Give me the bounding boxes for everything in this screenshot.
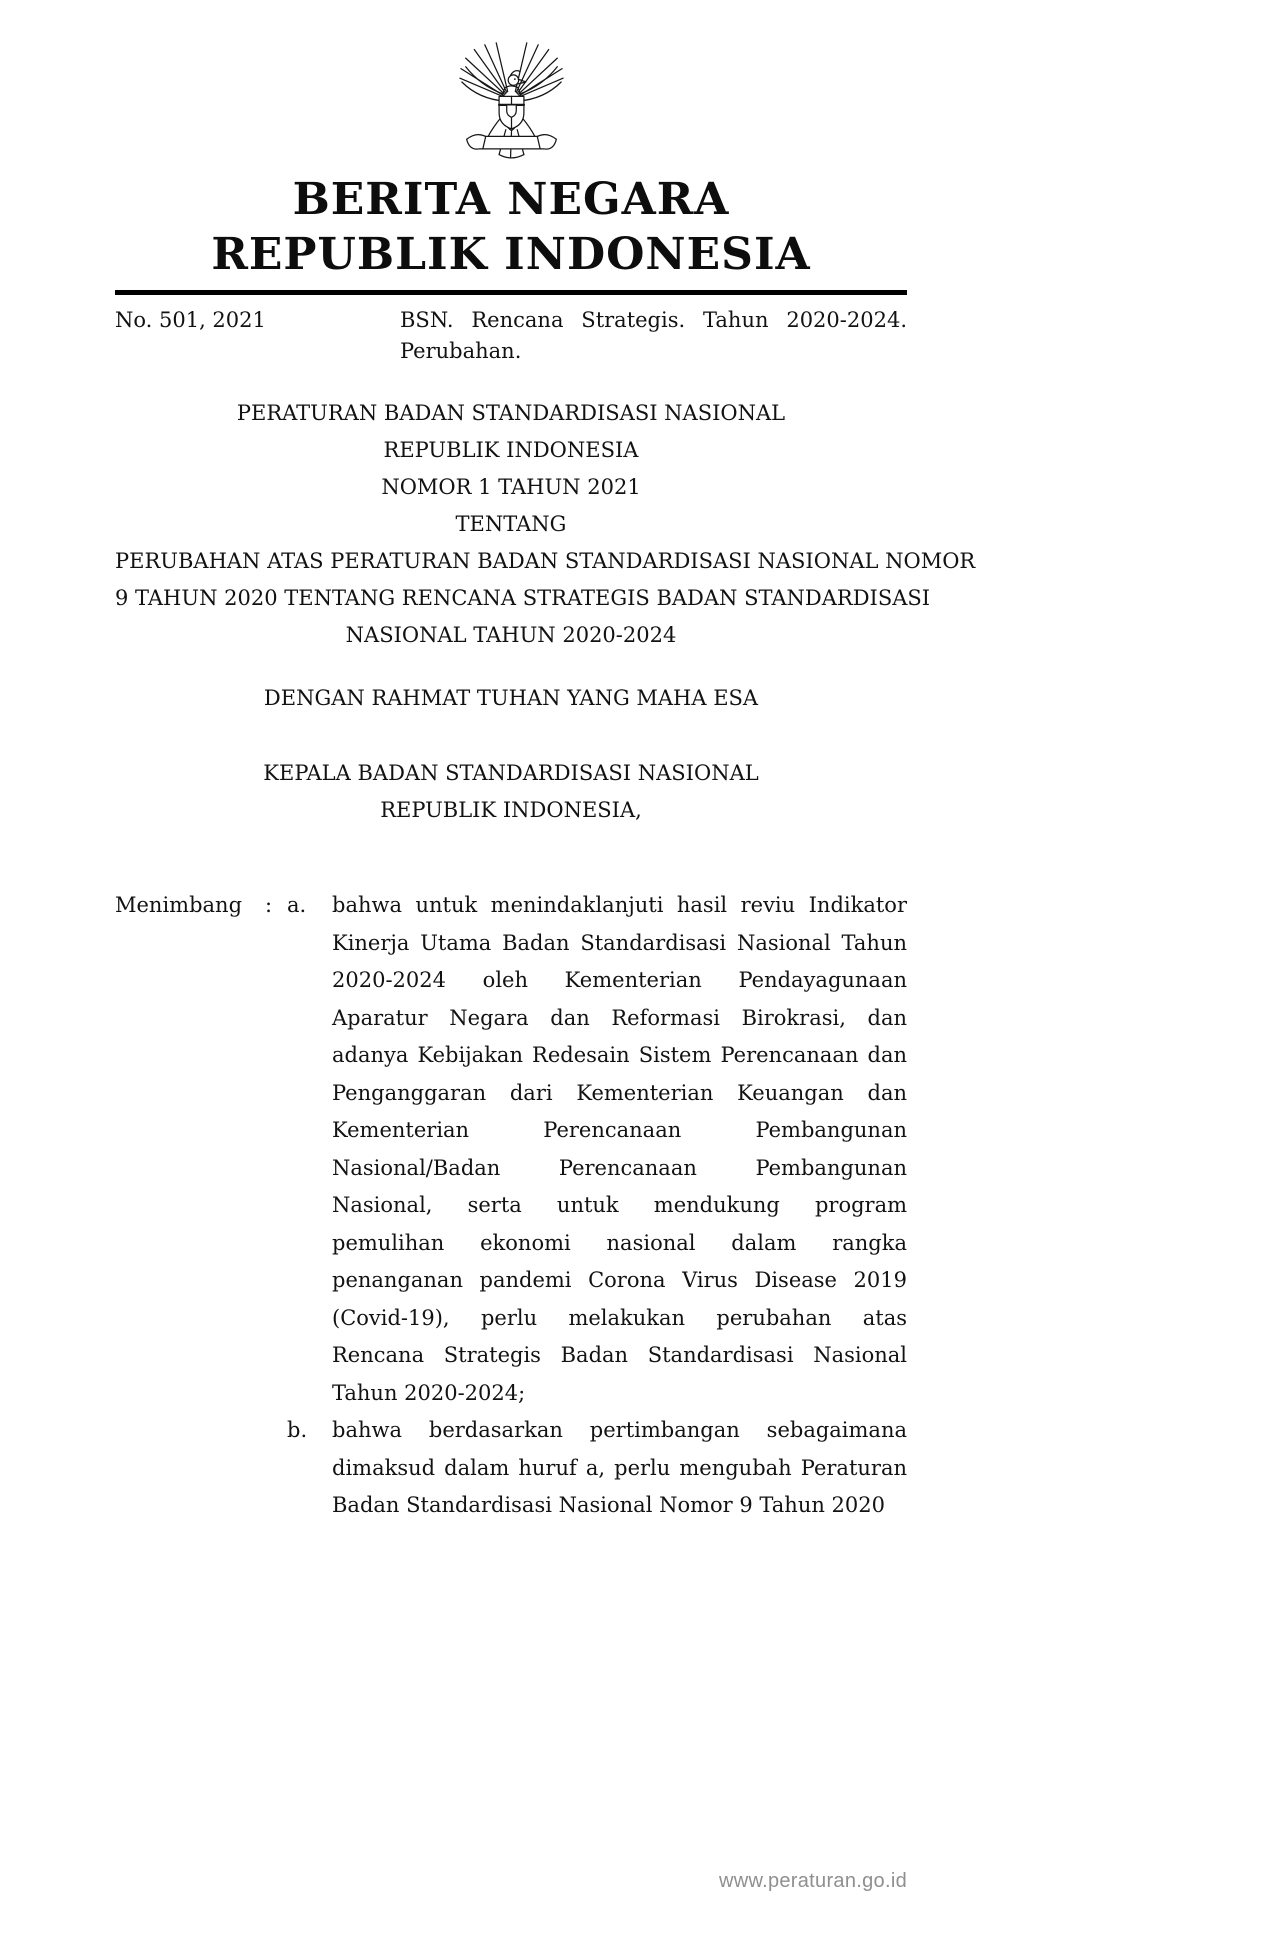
garuda-pancasila-emblem [454, 40, 569, 166]
issue-row [115, 305, 907, 367]
considering-item-a-text: bahwa untuk menindaklanjuti hasil reviu Indikator Kinerja Utama Badan Standardisasi Nasional Tahun 2020-2024 oleh Kementerian Pendayagunaan Aparatur Negara dan Reformasi Birokrasi, dan adanya Kebijakan Redesain Sistem Perencanaan dan Penganggaran dari Kementerian Keuangan dan Kementerian Perencanaan Pembangunan Nasional/Badan Perencanaan Pembangunan Nasional, serta untuk mendukung program pemulihan ekonomi nasional dalam rangka penanganan pandemi Corona Virus Disease 2019 (Covid-19), perlu melakukan perubahan atas Rencana Strategis Badan Standardisasi Nasional Tahun 2020-2024; [332, 893, 907, 1405]
decree-heading [115, 395, 976, 654]
decree-heading-line: REPUBLIK INDONESIA [383, 438, 639, 462]
decree-heading-line: NASIONAL TAHUN 2020-2024 [345, 623, 677, 647]
masthead-divider [115, 290, 907, 295]
invocation-line: DENGAN RAHMAT TUHAN YANG MAHA ESA [263, 686, 759, 710]
decree-heading-line: TENTANG [455, 512, 567, 536]
authority-line: KEPALA BADAN STANDARDISASI NASIONAL [263, 761, 759, 785]
authority-block [115, 755, 907, 829]
site-watermark: www.peraturan.go.id [718, 1870, 907, 1892]
masthead [115, 172, 907, 282]
masthead-title-line1: BERITA NEGARA [292, 174, 730, 225]
decree-heading-line: 9 TAHUN 2020 TENTANG RENCANA STRATEGIS BADAN STANDARDISASI [115, 586, 931, 610]
page-content [115, 0, 976, 1525]
considering-item-b-text: bahwa berdasarkan pertimbangan sebagaimana dimaksud dalam huruf a, perlu mengubah Peraturan Badan Standardisasi Nasional Nomor 9 Tahun 2020 [332, 1418, 907, 1517]
authority-line: REPUBLIK INDONESIA, [380, 798, 642, 822]
masthead-title-line2: REPUBLIK INDONESIA [211, 229, 811, 280]
considering-item-b-marker: b. [287, 1418, 308, 1442]
issue-abstract: BSN. Rencana Strategis. Tahun 2020-2024. Perubahan. [400, 308, 907, 363]
considering-colon: : [265, 893, 273, 917]
emblem-container [115, 0, 907, 166]
decree-heading-line: NOMOR 1 TAHUN 2021 [381, 475, 641, 499]
considering-item-a-marker: a. [287, 893, 307, 917]
considering-section [115, 887, 907, 1525]
issue-number: No. 501, 2021 [115, 308, 266, 332]
considering-label: Menimbang [115, 893, 243, 917]
decree-heading-line: PERATURAN BADAN STANDARDISASI NASIONAL [236, 401, 786, 425]
decree-heading-line: PERUBAHAN ATAS PERATURAN BADAN STANDARDISASI NASIONAL NOMOR [115, 549, 976, 573]
